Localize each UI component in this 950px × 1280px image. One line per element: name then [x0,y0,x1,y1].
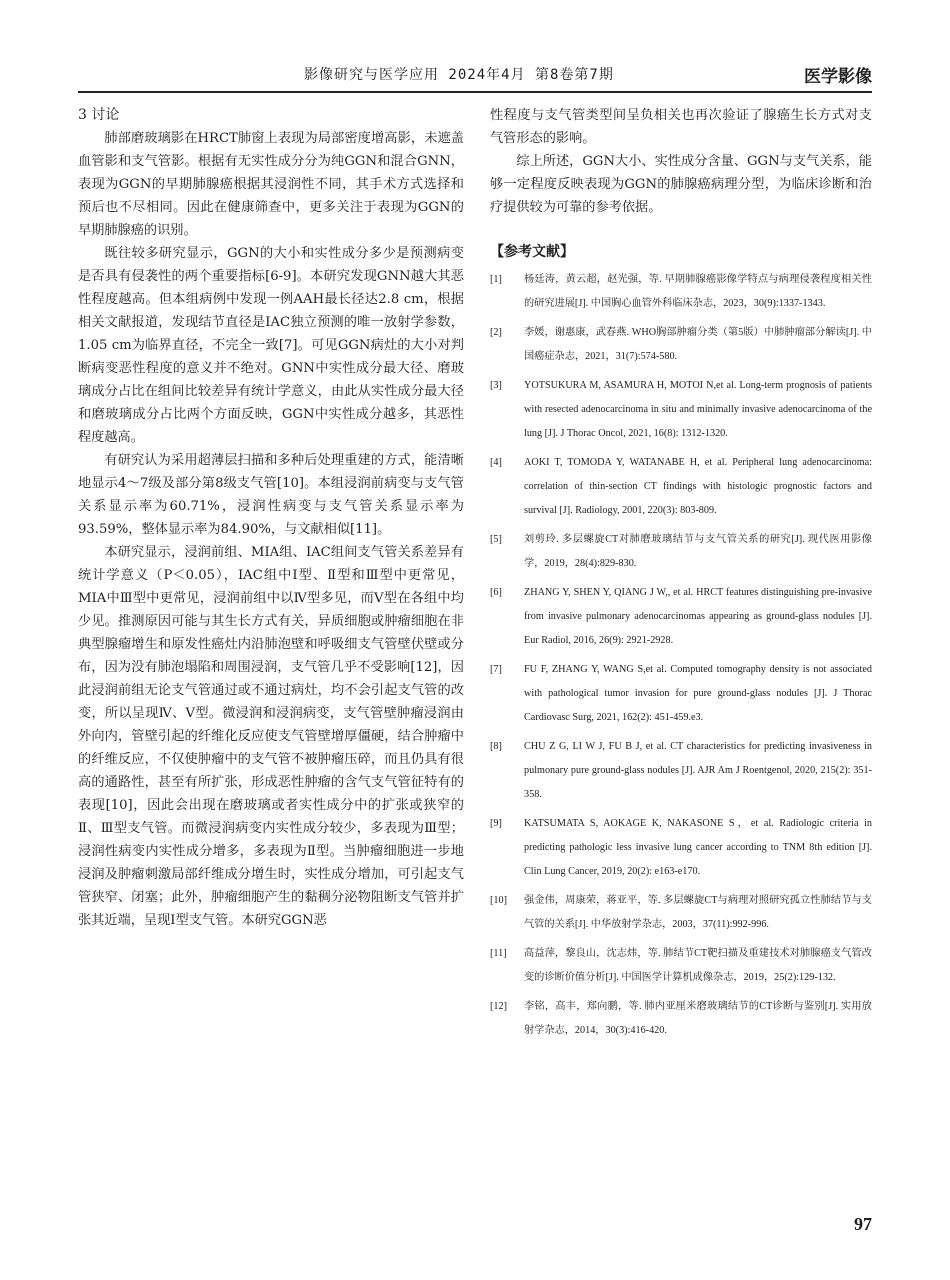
right-column [490,104,872,1048]
reference-number: [2] [490,327,502,338]
paragraph-continuation: 性程度与支气管类型间呈负相关也再次验证了腺癌生长方式对支气管形态的影响。 [490,108,872,146]
reference-item [490,995,872,1043]
reference-text: 刘剪玲. 多层螺旋CT对肺磨玻璃结节与支气管关系的研究[J]. 现代医用影像学，2019，28(4):829-830. [524,534,872,569]
reference-item [490,451,872,523]
reference-list [490,268,872,1043]
reference-number: [11] [490,948,507,959]
paragraph-2: 既往较多研究显示，GGN的大小和实性成分多少是预测病变是否具有侵袭性的两个重要指标[6-9]。本研究发现GNN越大其恶性程度越高。但本组病例中发现一例AAH最长径达2.8 cm，根据相关文献报道，发现结节直径是IAC独立预测的唯一放射学参数，1.05 cm为临界直径，不完全一致[7]。可见GGN病灶的大小对判断病变恶性程度的意义并不绝对。GNN中实性成分最大径、磨玻璃成分占比在组间比较差异有统计学意义，由此从实性成分最大径和磨玻璃成分占比两个方面反映，GGN中实性成分越多，其恶性程度越高。 [78,246,464,445]
reference-number: [6] [490,587,502,598]
reference-text: YOTSUKURA M, ASAMURA H, MOTOI N,et al. Long-term prognosis of patients with resected adenocarcinoma in situ and minimally invasive adenocarcinoma of the lung [J]. J Thorac Oncol, 2021, 16(8): 1312-1320. [524,380,872,439]
journal-info: 影像研究与医学应用 2024年4月 第8卷第7期 [304,67,614,83]
section-brand: 医学影像 [804,67,872,87]
reference-number: [1] [490,274,502,285]
reference-number: [9] [490,818,502,829]
paragraph-3: 有研究认为采用超薄层扫描和多种后处理重建的方式，能清晰地显示4～7级及部分第8级支气管[10]。本组浸润前病变与支气管关系显示率为60.71%，浸润性病变与支气管关系显示率为93.59%，整体显示率为84.90%，与文献相似[11]。 [78,453,464,537]
reference-number: [5] [490,534,502,545]
reference-number: [4] [490,457,502,468]
reference-text: 强金伟，周康荣，蒋亚平，等. 多层螺旋CT与病理对照研究孤立性肺结节与支气管的关系[J]. 中华放射学杂志，2003，37(11):992-996. [524,895,872,930]
reference-number: [12] [490,1001,507,1012]
paragraph-4: 本研究显示，浸润前组、MIA组、IAC组间支气管关系差异有统计学意义（P＜0.05），IAC组中Ⅰ型、Ⅱ型和Ⅲ型中更常见，MIA中Ⅲ型中更常见，浸润前组中以Ⅳ型多见，而Ⅴ型在各组中均少见。推测原因可能与其生长方式有关，异质细胞或肿瘤细胞在非典型腺瘤增生和原发性癌灶内沿肺泡壁和呼吸细支气管壁伏壁或分布，因为没有肺泡塌陷和周围浸润，支气管几乎不受影响[12]，因此浸润前组无论支气管通过或不通过病灶，均不会引起支气管的改变，所以呈现Ⅳ、Ⅴ型。微浸润和浸润病变，支气管壁肿瘤浸润由外向内，管壁引起的纤维化反应使支气管壁增厚僵硬，结合肿瘤中的纤维反应，不仅使肿瘤中的支气管不被肿瘤压碎，而且仍具有很高的通路性，甚至有所扩张，形成恶性肿瘤的含气支气管征特有的表现[10]，因此会出现在磨玻璃或者实性成分中的扩张或狭窄的Ⅱ、Ⅲ型支气管。而微浸润病变内实性成分较少，多表现为Ⅲ型；浸润性病变内实性成分增多，多表现为Ⅱ型。当肿瘤细胞进一步地浸润及肿瘤刺激局部纤维成分增生时，实性成分增加，可引起支气管狭窄、闭塞；此外，肿瘤细胞产生的黏稠分泌物阻断支气管并扩张其近端，呈现Ⅰ型支气管。本研究GGN恶 [78,545,464,928]
reference-text: CHU Z G, LI W J, FU B J, et al. CT characteristics for predicting invasiveness in pulmonary pure ground-glass nodules [J]. AJR Am J Roentgenol, 2020, 215(2): 351-358. [524,741,872,800]
left-column [78,104,464,932]
reference-number: [10] [490,895,507,906]
reference-item [490,812,872,884]
reference-number: [3] [490,380,502,391]
reference-text: AOKI T, TOMODA Y, WATANABE H, et al. Peripheral lung adenocarcinoma: correlation of thin-section CT findings with histologic prognostic factors and survival [J]. Radiology, 2001, 220(3): 803-809. [524,457,872,516]
reference-text: KATSUMATA S, AOKAGE K, NAKASONE S，et al. Radiologic criteria in predicting pathologic less invasive lung cancer according to TNM 8th edition [J]. Clin Lung Cancer, 2019, 20(2): e163-e170. [524,818,872,877]
reference-text: ZHANG Y, SHEN Y, QIANG J W,, et al. HRCT features distinguishing pre-invasive from invasive pulmonary adenocarcinomas appearing as ground-glass nodules [J]. Eur Radiol, 2016, 26(9): 2921-2928. [524,587,872,646]
header-divider [78,91,872,93]
reference-text: 李铭，高丰，郑向鹏，等. 肺内亚厘米磨玻璃结节的CT诊断与鉴别[J]. 实用放射学杂志，2014，30(3):416-420. [524,1001,872,1036]
reference-item [490,321,872,369]
reference-item [490,735,872,807]
section-title: 3 讨论 [78,107,120,123]
reference-text: 李媛，谢惠康，武春燕. WHO胸部肿瘤分类（第5版）中肺肿瘤部分解读[J]. 中国癌症杂志，2021，31(7):574-580. [524,327,872,362]
conclusion-paragraph: 综上所述，GGN大小、实性成分含量、GGN与支气关系，能够一定程度反映表现为GGN的肺腺癌病理分型，为临床诊断和治疗提供较为可靠的参考依据。 [490,154,872,215]
reference-item [490,889,872,937]
reference-number: [7] [490,664,502,675]
page-number: 97 [854,1214,872,1234]
reference-item [490,581,872,653]
paragraph-1: 肺部磨玻璃影在HRCT肺窗上表现为局部密度增高影，未遮盖血管影和支气管影。根据有无实性成分分为纯GGN和混合GNN，表现为GGN的早期肺腺癌根据其浸润性不同，其手术方式选择和预后也不尽相同。因此在健康筛查中，更多关注于表现为GGN的早期肺腺癌的识别。 [78,131,464,238]
reference-item [490,528,872,576]
reference-text: 高益萍，黎良山，沈志炜，等. 肺结节CT靶扫描及重建技术对肺腺癌支气管改变的诊断价值分析[J]. 中国医学计算机成像杂志，2019，25(2):129-132. [524,948,872,983]
references-title: 【参考文献】 [490,244,574,260]
reference-item [490,942,872,990]
reference-text: 杨廷涛，黄云超，赵光强，等. 早期肺腺癌影像学特点与病理侵袭程度相关性的研究进展[J]. 中国胸心血管外科临床杂志，2023，30(9):1337-1343. [524,274,872,309]
reference-number: [8] [490,741,502,752]
page-header [78,64,872,90]
reference-text: FU F, ZHANG Y, WANG S,et al. Computed tomography density is not associated with pathological tumor invasion for pure ground-glass nodules [J]. J Thorac Cardiovasc Surg, 2021, 162(2): 451-459.e3. [524,664,872,723]
reference-item [490,658,872,730]
reference-item [490,374,872,446]
reference-item [490,268,872,316]
